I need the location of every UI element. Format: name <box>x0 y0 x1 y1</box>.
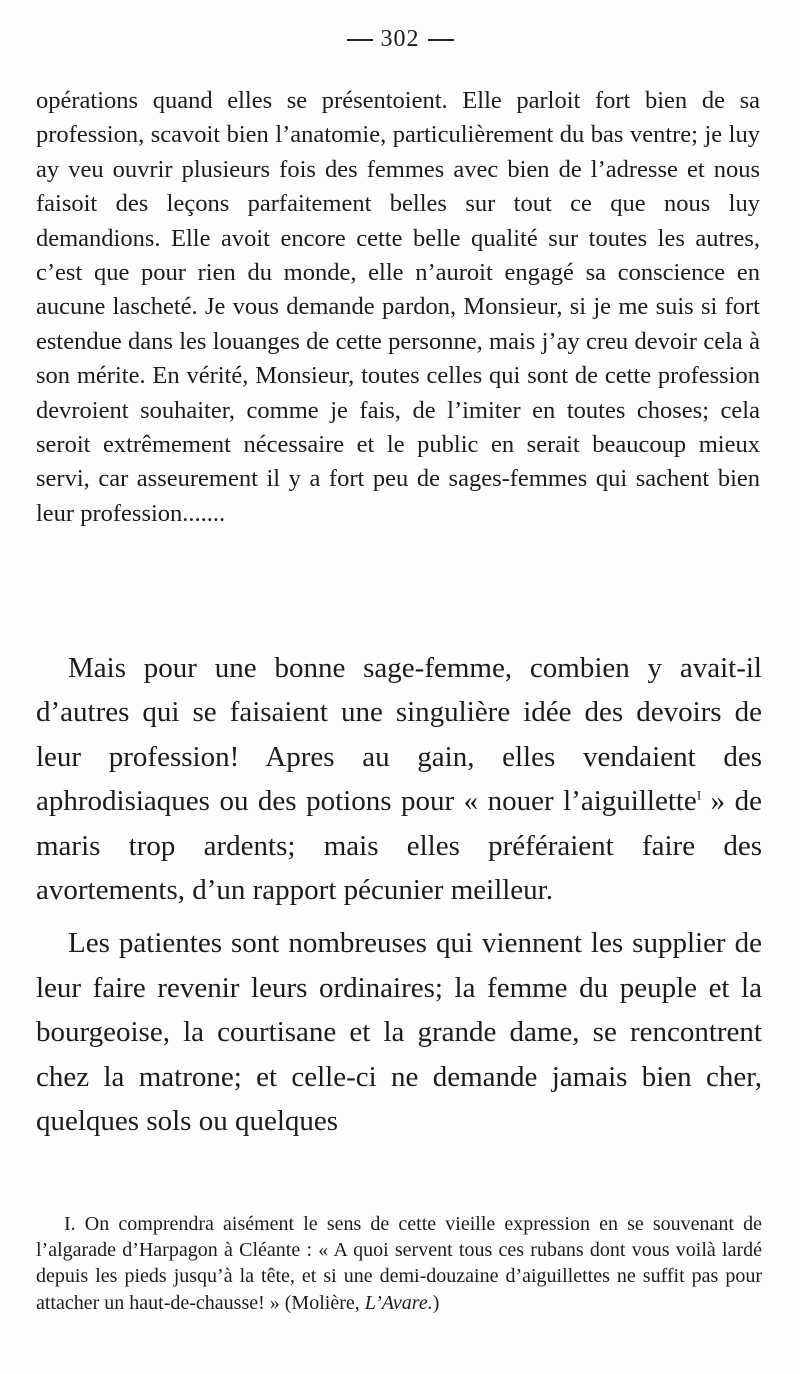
main-paragraph-1 <box>36 646 762 912</box>
main-paragraph-1-text-b: » de maris trop ardents; mais elles préféraient faire des avortements, d’un rapport pécunier meilleur. <box>36 785 763 907</box>
left-dash <box>347 39 373 41</box>
page-number <box>0 26 800 53</box>
main-text <box>36 646 762 1143</box>
footnote-text: On comprendra aisément le sens de cette vieille expression en se souvenant de l’algarade d’Harpagon à Cléante : « A quoi servent tous ces rubans dont vous voilà lardé depuis les pieds jusqu’à la tête, et si une demi-douzaine d’aiguillettes ne suffit pas pour attacher un haut-de-chausse! » (Molière, <box>36 1213 762 1314</box>
right-dash <box>428 39 454 41</box>
footnote-paragraph <box>36 1211 762 1316</box>
footnote-reference: I <box>696 787 702 803</box>
quoted-letter-block <box>36 84 760 531</box>
main-paragraph-2: Les patientes sont nombreuses qui viennent les supplier de leur faire revenir leurs ordinaires; la femme du peuple et la bourgeoise, la courtisane et la grande dame, se rencontrent chez la matrone; et celle-ci ne demande jamais bien cher, quelques sols ou quelques <box>36 927 762 1138</box>
footnote-number: I. <box>64 1213 76 1235</box>
page-number-text: 302 <box>380 26 420 52</box>
footnote-close: ) <box>432 1291 440 1314</box>
quoted-paragraph: opérations quand elles se présentoient. Elle parloit fort bien de sa profession, scavoit bien l’anatomie, particulièrement du bas ventre; je luy ay veu ouvrir plusieurs fois des femmes avec bien de l’adresse et nous faisoit des leçons parfaitement belles sur tout ce que nous luy demandions. Elle avoit encore cette belle qualité sur toutes les autres, c’est que pour rien du monde, elle n’auroit engagé sa conscience en aucune lascheté. Je vous demande pardon, Monsieur, si je me suis si fort estendue dans les louanges de cette personne, mais j’ay creu devoir cela à son mérite. En vérité, Monsieur, toutes celles qui sont de cette profession devroient souhaiter, comme je fais, de l’imiter en toutes choses; cela seroit extrêmement nécessaire et le public en serait beaucoup mieux servi, car asseurement il y a fort peu de sages-femmes qui sachent bien leur profession....... <box>36 87 760 527</box>
footnote-work-title: L’Avare. <box>364 1291 433 1314</box>
main-paragraph-1-text-a: Mais pour une bonne sage-femme, combien y avait-il d’autres qui se faisaient une singulière idée des devoirs de leur profession! Apres au gain, elles vendaient des aphrodisiaques ou des potions pour « nouer l’aiguillette <box>36 652 762 818</box>
footnote <box>36 1211 762 1316</box>
